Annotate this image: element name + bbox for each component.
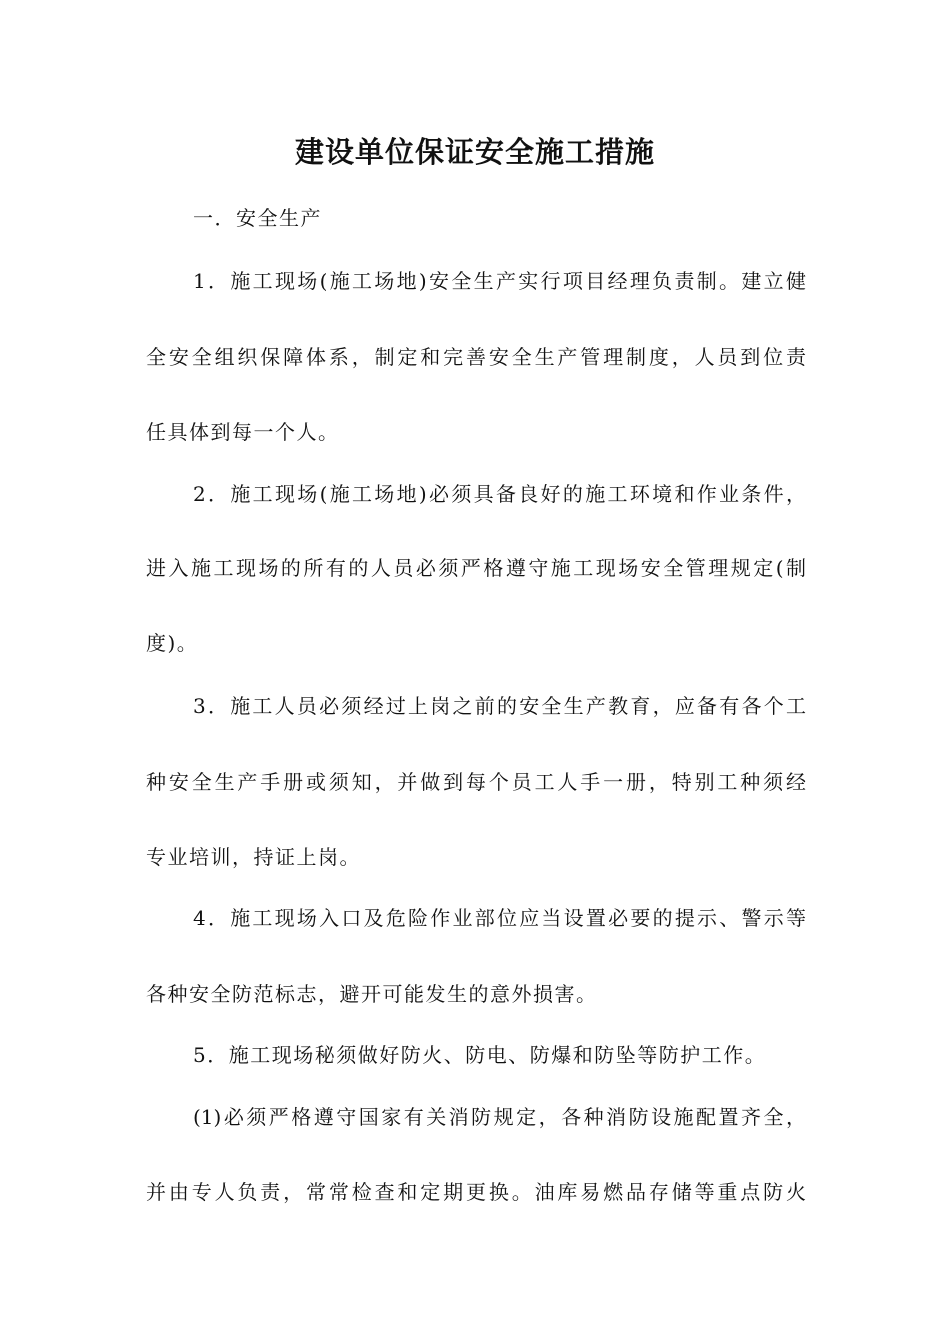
paragraph-line: 5．施工现场秘须做好防火、防电、防爆和防坠等防护工作。	[193, 1043, 767, 1067]
paragraph-line: 任具体到每一个人。	[146, 420, 340, 444]
section-heading-safety: 一．安全生产	[193, 206, 322, 230]
paragraph-line: 全安全组织保障体系，制定和完善安全生产管理制度，人员到位责	[146, 345, 806, 369]
paragraph-line: 4．施工现场入口及危险作业部位应当设置必要的提示、警示等	[193, 906, 806, 930]
paragraph-line: 并由专人负责，常常检查和定期更换。油库易燃品存储等重点防火	[146, 1180, 806, 1204]
paragraph-line: 各种安全防范标志，避开可能发生的意外损害。	[146, 982, 598, 1006]
paragraph-line: 专业培训，持证上岗。	[146, 845, 361, 869]
paragraph-line: 度)。	[146, 631, 199, 655]
paragraph-line: (1)必须严格遵守国家有关消防规定，各种消防设施配置齐全，	[193, 1105, 806, 1129]
paragraph-line: 种安全生产手册或须知，并做到每个员工人手一册，特别工种须经	[146, 770, 806, 794]
paragraph-line: 2．施工现场(施工场地)必须具备良好的施工环境和作业条件，	[193, 482, 806, 506]
document-title: 建设单位保证安全施工措施	[294, 135, 655, 169]
paragraph-line: 进入施工现场的所有的人员必须严格遵守施工现场安全管理规定(制	[146, 556, 806, 580]
paragraph-line: 3．施工人员必须经过上岗之前的安全生产教育，应备有各个工	[193, 694, 806, 718]
paragraph-line: 1．施工现场(施工场地)安全生产实行项目经理负责制。建立健	[193, 269, 806, 293]
